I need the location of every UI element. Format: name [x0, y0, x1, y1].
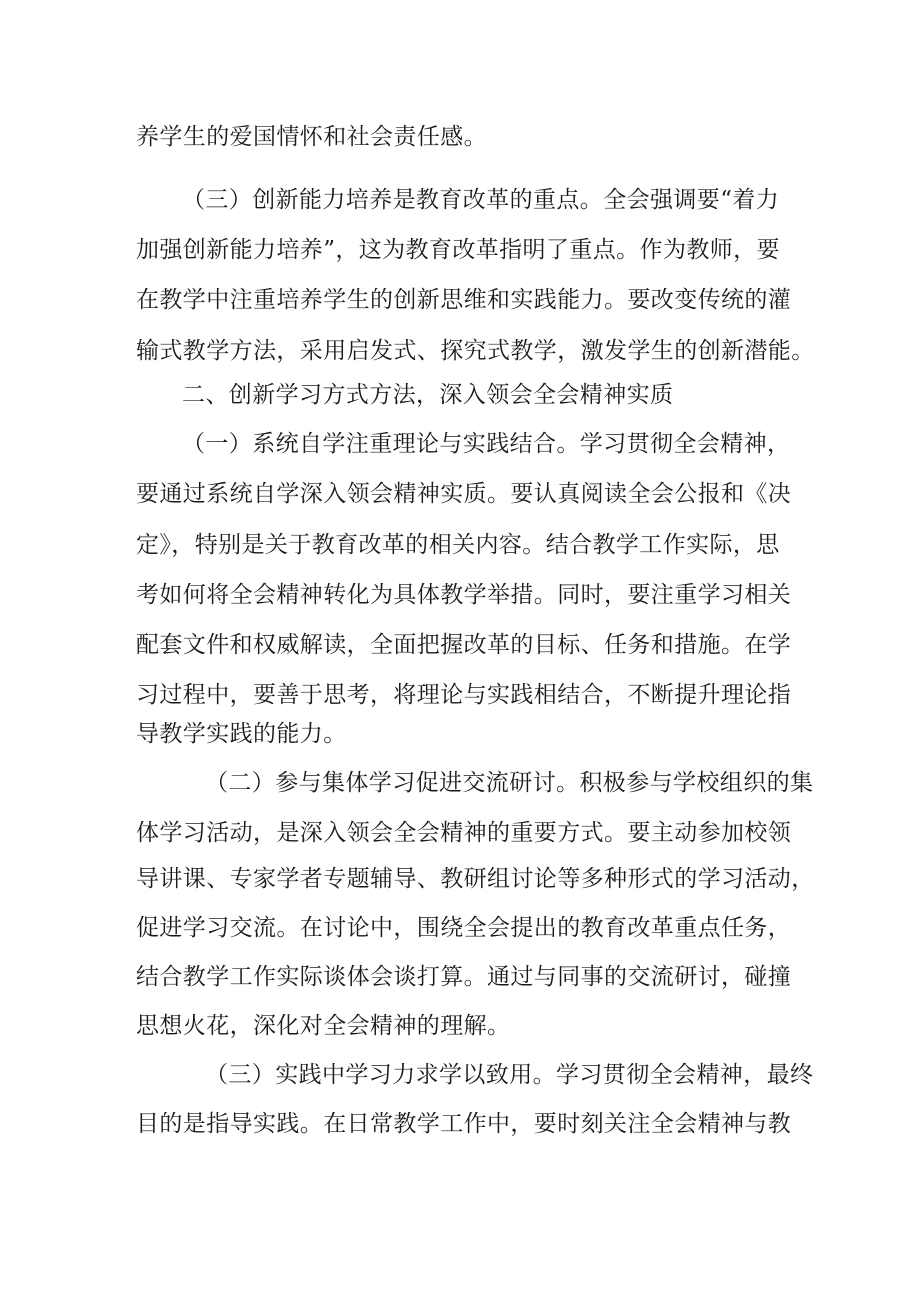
section-heading: 二、创新学习方式方法，深入领会全会精神实质: [182, 382, 674, 408]
text-line: 在教学中注重培养学生的创新思维和实践能力。要改变传统的灌: [136, 287, 792, 313]
text-line: 导教学实践的能力。: [136, 721, 347, 747]
text-line: 导讲课、专家学者专题辅导、教研组讨论等多种形式的学习活动，: [136, 866, 815, 892]
text-line: 促进学习交流。在讨论中，围绕全会提出的教育改革重点任务，: [136, 915, 792, 941]
text-line: 思想火花，深化对全会精神的理解。: [136, 1013, 511, 1039]
text-line: （一）系统自学注重理论与实践结合。学习贯彻全会精神，: [182, 431, 791, 457]
text-line: 考如何将全会精神转化为具体教学举措。同时，要注重学习相关: [136, 582, 792, 608]
text-line: 配套文件和权威解读，全面把握改革的目标、任务和措施。在学: [136, 632, 792, 658]
text-line: 输式教学方法，采用启发式、探究式教学，激发学生的创新潜能。: [136, 338, 815, 364]
text-line: 目的是指导实践。在日常教学工作中，要时刻关注全会精神与教: [136, 1111, 792, 1137]
text-line: 习过程中，要善于思考，将理论与实践相结合，不断提升理论指: [136, 682, 792, 708]
text-line: （三）创新能力培养是教育改革的重点。全会强调要“着力: [182, 187, 780, 213]
text-line: 定》，特别是关于教育改革的相关内容。结合教学工作实际，思: [136, 532, 780, 558]
text-line: 养学生的爱国情怀和社会责任感。: [136, 124, 487, 150]
text-line: 要通过系统自学深入领会精神实质。要认真阅读全会公报和《决: [136, 481, 792, 507]
text-line: （二）参与集体学习促进交流研讨。积极参与学校组织的集: [205, 770, 814, 796]
text-line: 体学习活动，是深入领会全会精神的重要方式。要主动参加校领: [136, 820, 792, 846]
text-line: 加强创新能力培养”，这为教育改革指明了重点。作为教师，要: [136, 237, 780, 263]
text-line: 结合教学工作实际谈体会谈打算。通过与同事的交流研讨，碰撞: [136, 964, 792, 990]
text-line: （三）实践中学习力求学以致用。学习贯彻全会精神，最终: [205, 1062, 814, 1088]
